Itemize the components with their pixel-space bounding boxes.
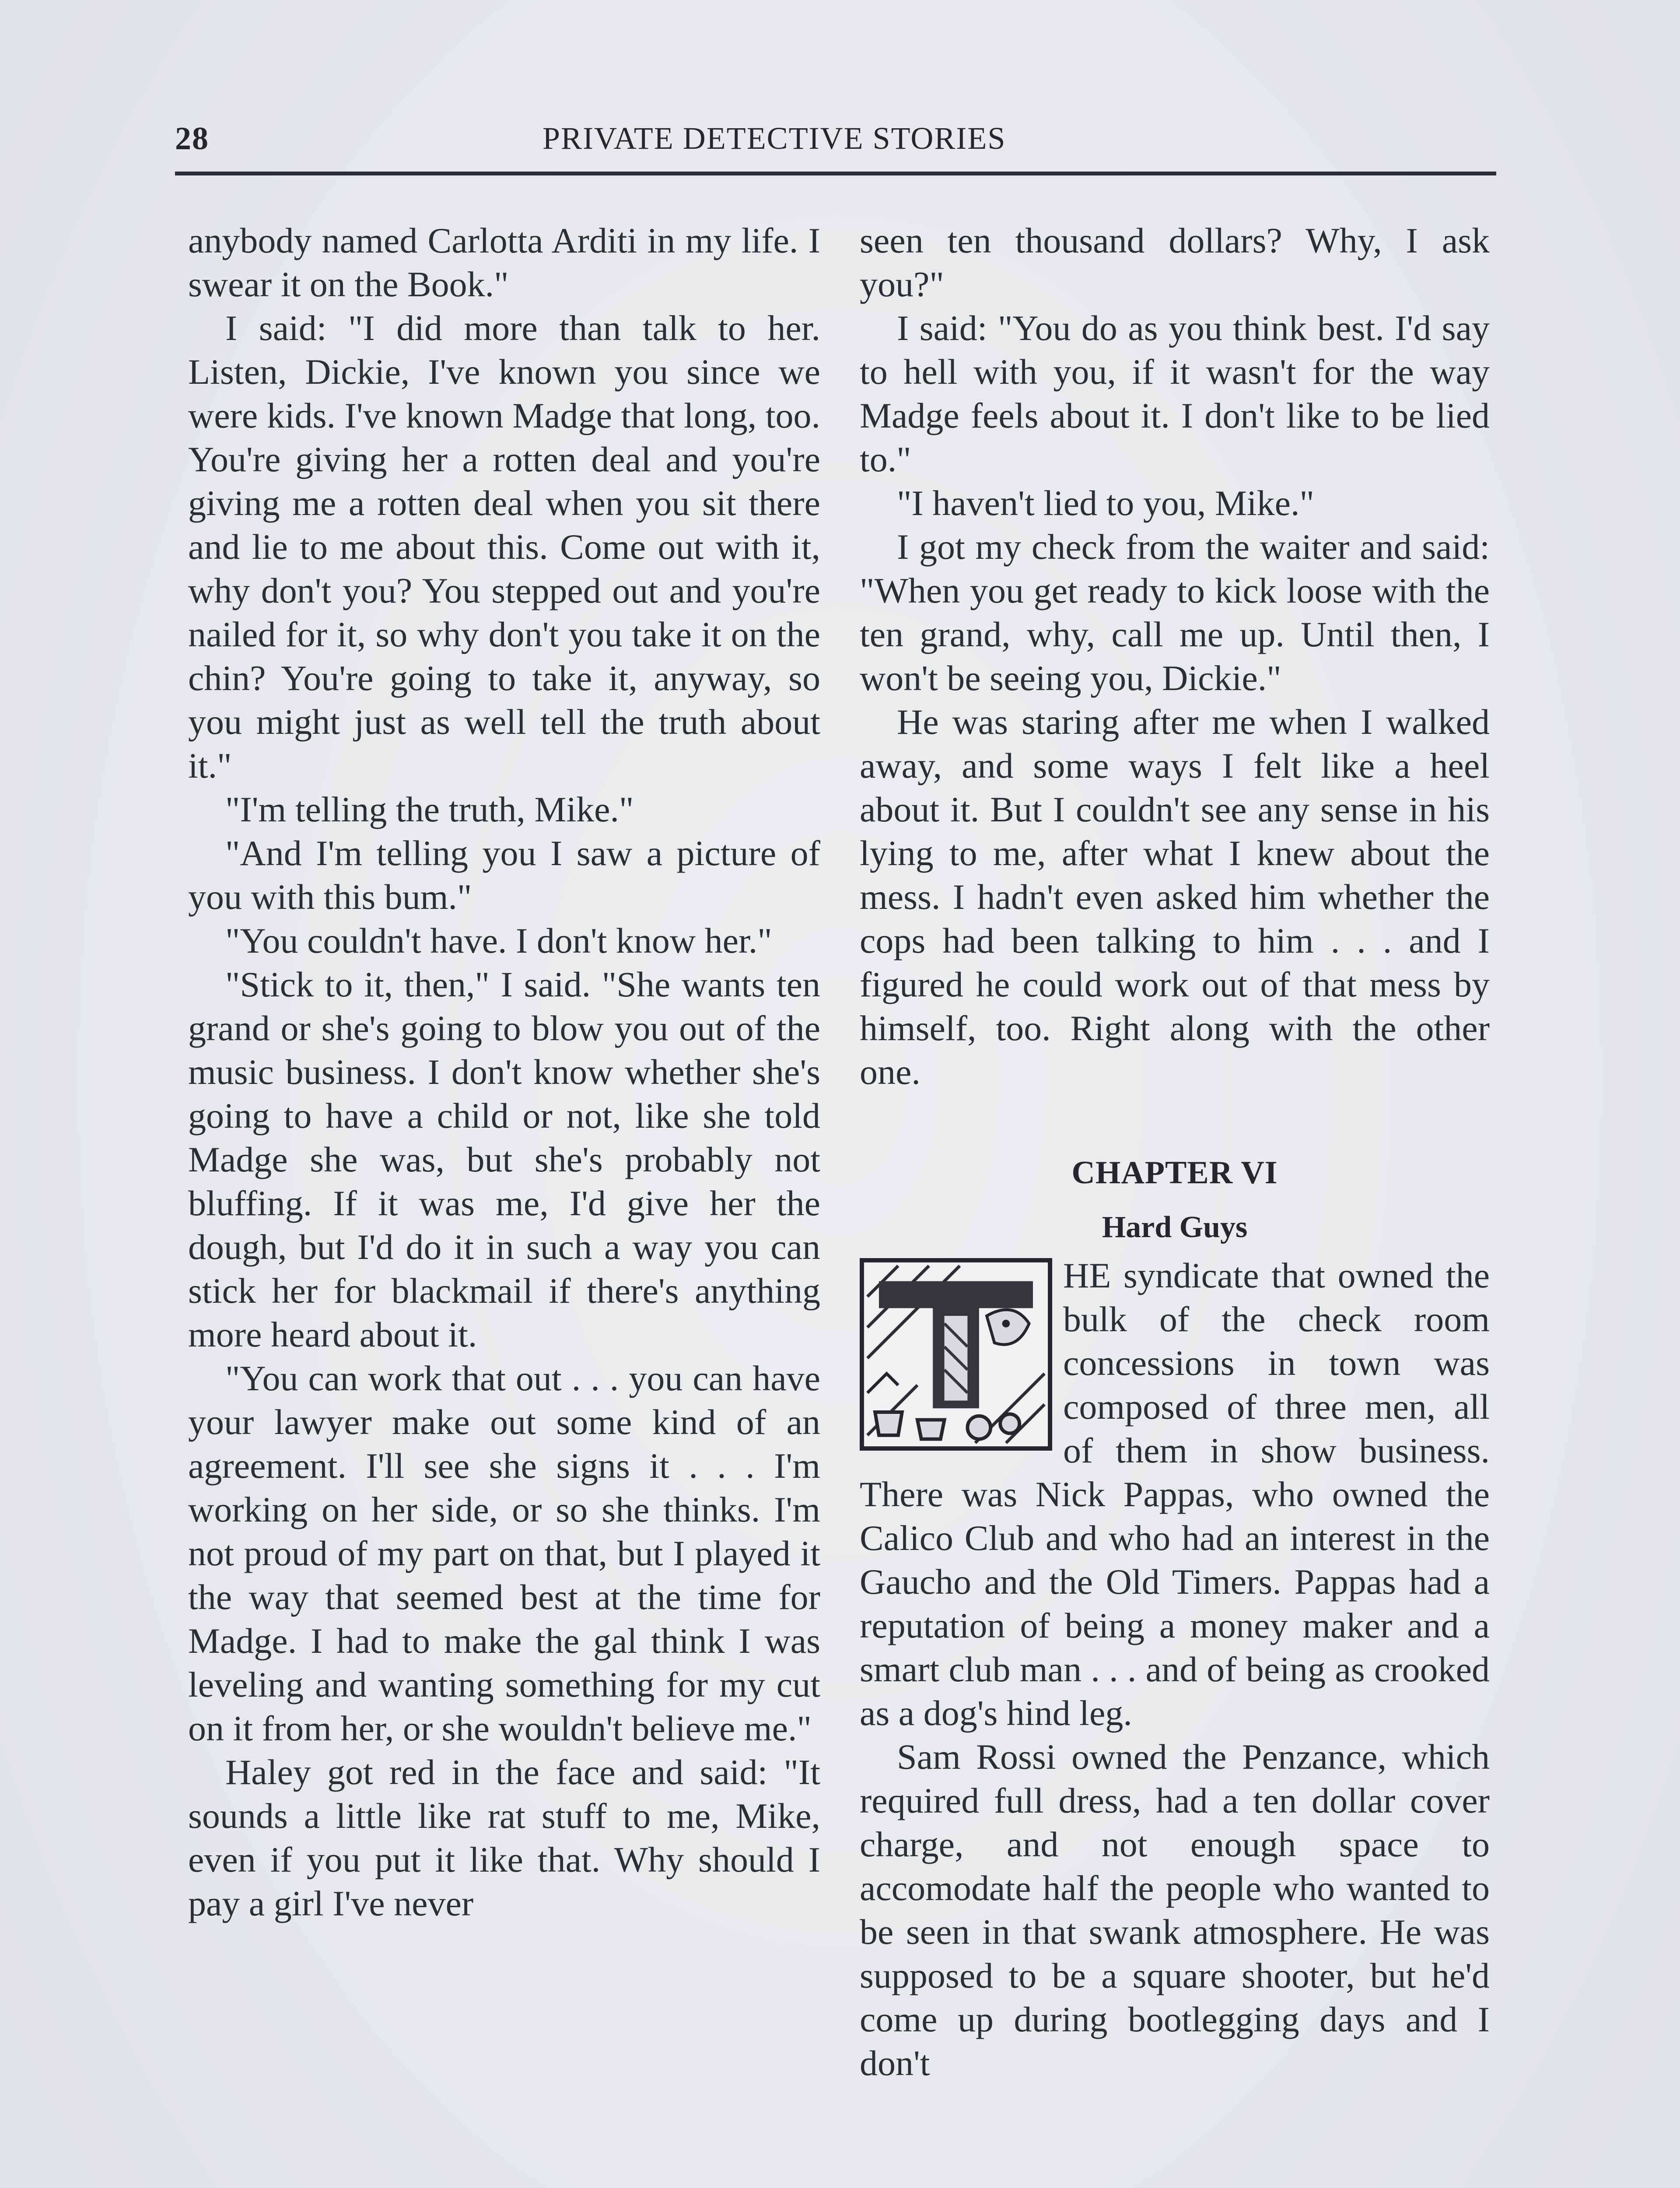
chapter-opening-paragraph: HE syndicate that owned the bulk of the check room concessions in town was composed of three men, all of them in show business. There was Nick Pappas, who owned the Calico Club and who had an interest in the Gaucho and the Old Timers. Pappas had a reputation of being a money maker and a smart club man . . . and of being as crooked as a dog's hind leg. [860,1255,1490,1733]
left-column [188,219,820,1925]
paragraph: He was staring after me when I walked away, and some ways I felt like a heel about it. But I couldn't see any sense in his lying to me, after what I knew about the mess. I hadn't even asked him whether the cops had been talking to him . . . and I figured he could work out of that mess by himself, too. Right along with the other one. [860,702,1490,1092]
right-column [860,219,1490,2085]
running-title: PRIVATE DETECTIVE STORIES [542,121,1006,156]
chapter-subtitle: Hard Guys [1102,1210,1248,1244]
paragraph: "I haven't lied to you, Mike." [897,483,1314,523]
paragraph: Haley got red in the face and said: "It sounds a little like rat stuff to me, Mike, even if you put it like that. Why should I pay a girl I've never [188,1752,820,1923]
dropcap-illustration-icon [860,1258,1052,1451]
paragraph: I got my check from the waiter and said: "When you get ready to kick loose with the ten grand, why, call me up. Until then, I won't be seeing you, Dickie." [860,527,1490,698]
paragraph: "And I'm telling you I saw a picture of you with this bum." [188,833,820,917]
paragraph: "I'm telling the truth, Mike." [225,789,634,829]
page-header [175,120,1483,168]
page-number: 28 [175,121,209,157]
paragraph: Sam Rossi owned the Penzance, which required full dress, had a ten dollar cover charge, and not enough space to accomodate half the people who wanted to be seen in that swank atmosphere. He was supposed to be a square shooter, but he'd come up during bootlegging days and I don't [860,1737,1490,2083]
paragraph: I said: "You do as you think best. I'd say to hell with you, if it wasn't for the way Madge feels about it. I don't like to be lied to." [860,308,1490,479]
paragraph: "You can work that out . . . you can have your lawyer make out some kind of an agreement. I'll see she signs it . . . I'm working on her side, or so she thinks. I'm not proud of my part on that, but I played it the way that seemed best at the time for Madge. I had to make the gal think I was leveling and wanting something for my cut on it from her, or she wouldn't believe me." [188,1358,820,1748]
chapter-title: CHAPTER VI [1071,1155,1278,1191]
header-rule [175,172,1496,175]
paragraph: I said: "I did more than talk to her. Listen, Dickie, I've known you since we were kids. I've known Madge that long, too. You're giving her a rotten deal and you're giving me a rotten deal when you sit there and lie to me about this. Come out with it, why don't you? You stepped out and you're nailed for it, so why don't you take it on the chin? You're going to take it, anyway, so you might just as well tell the truth about it." [188,308,820,785]
paragraph: "Stick to it, then," I said. "She wants ten grand or she's going to blow you out of the music business. I don't know whether she's going to have a child or not, like she told Madge she was, but she's probably not bluffing. If it was me, I'd give her the dough, but I'd do it in such a way you can stick her for blackmail if there's anything more heard about it. [188,964,820,1354]
paragraph: seen ten thousand dollars? Why, I ask you?" [860,221,1490,304]
paragraph: "You couldn't have. I don't know her." [225,921,772,961]
paragraph: anybody named Carlotta Arditi in my life. I swear it on the Book." [188,221,820,304]
